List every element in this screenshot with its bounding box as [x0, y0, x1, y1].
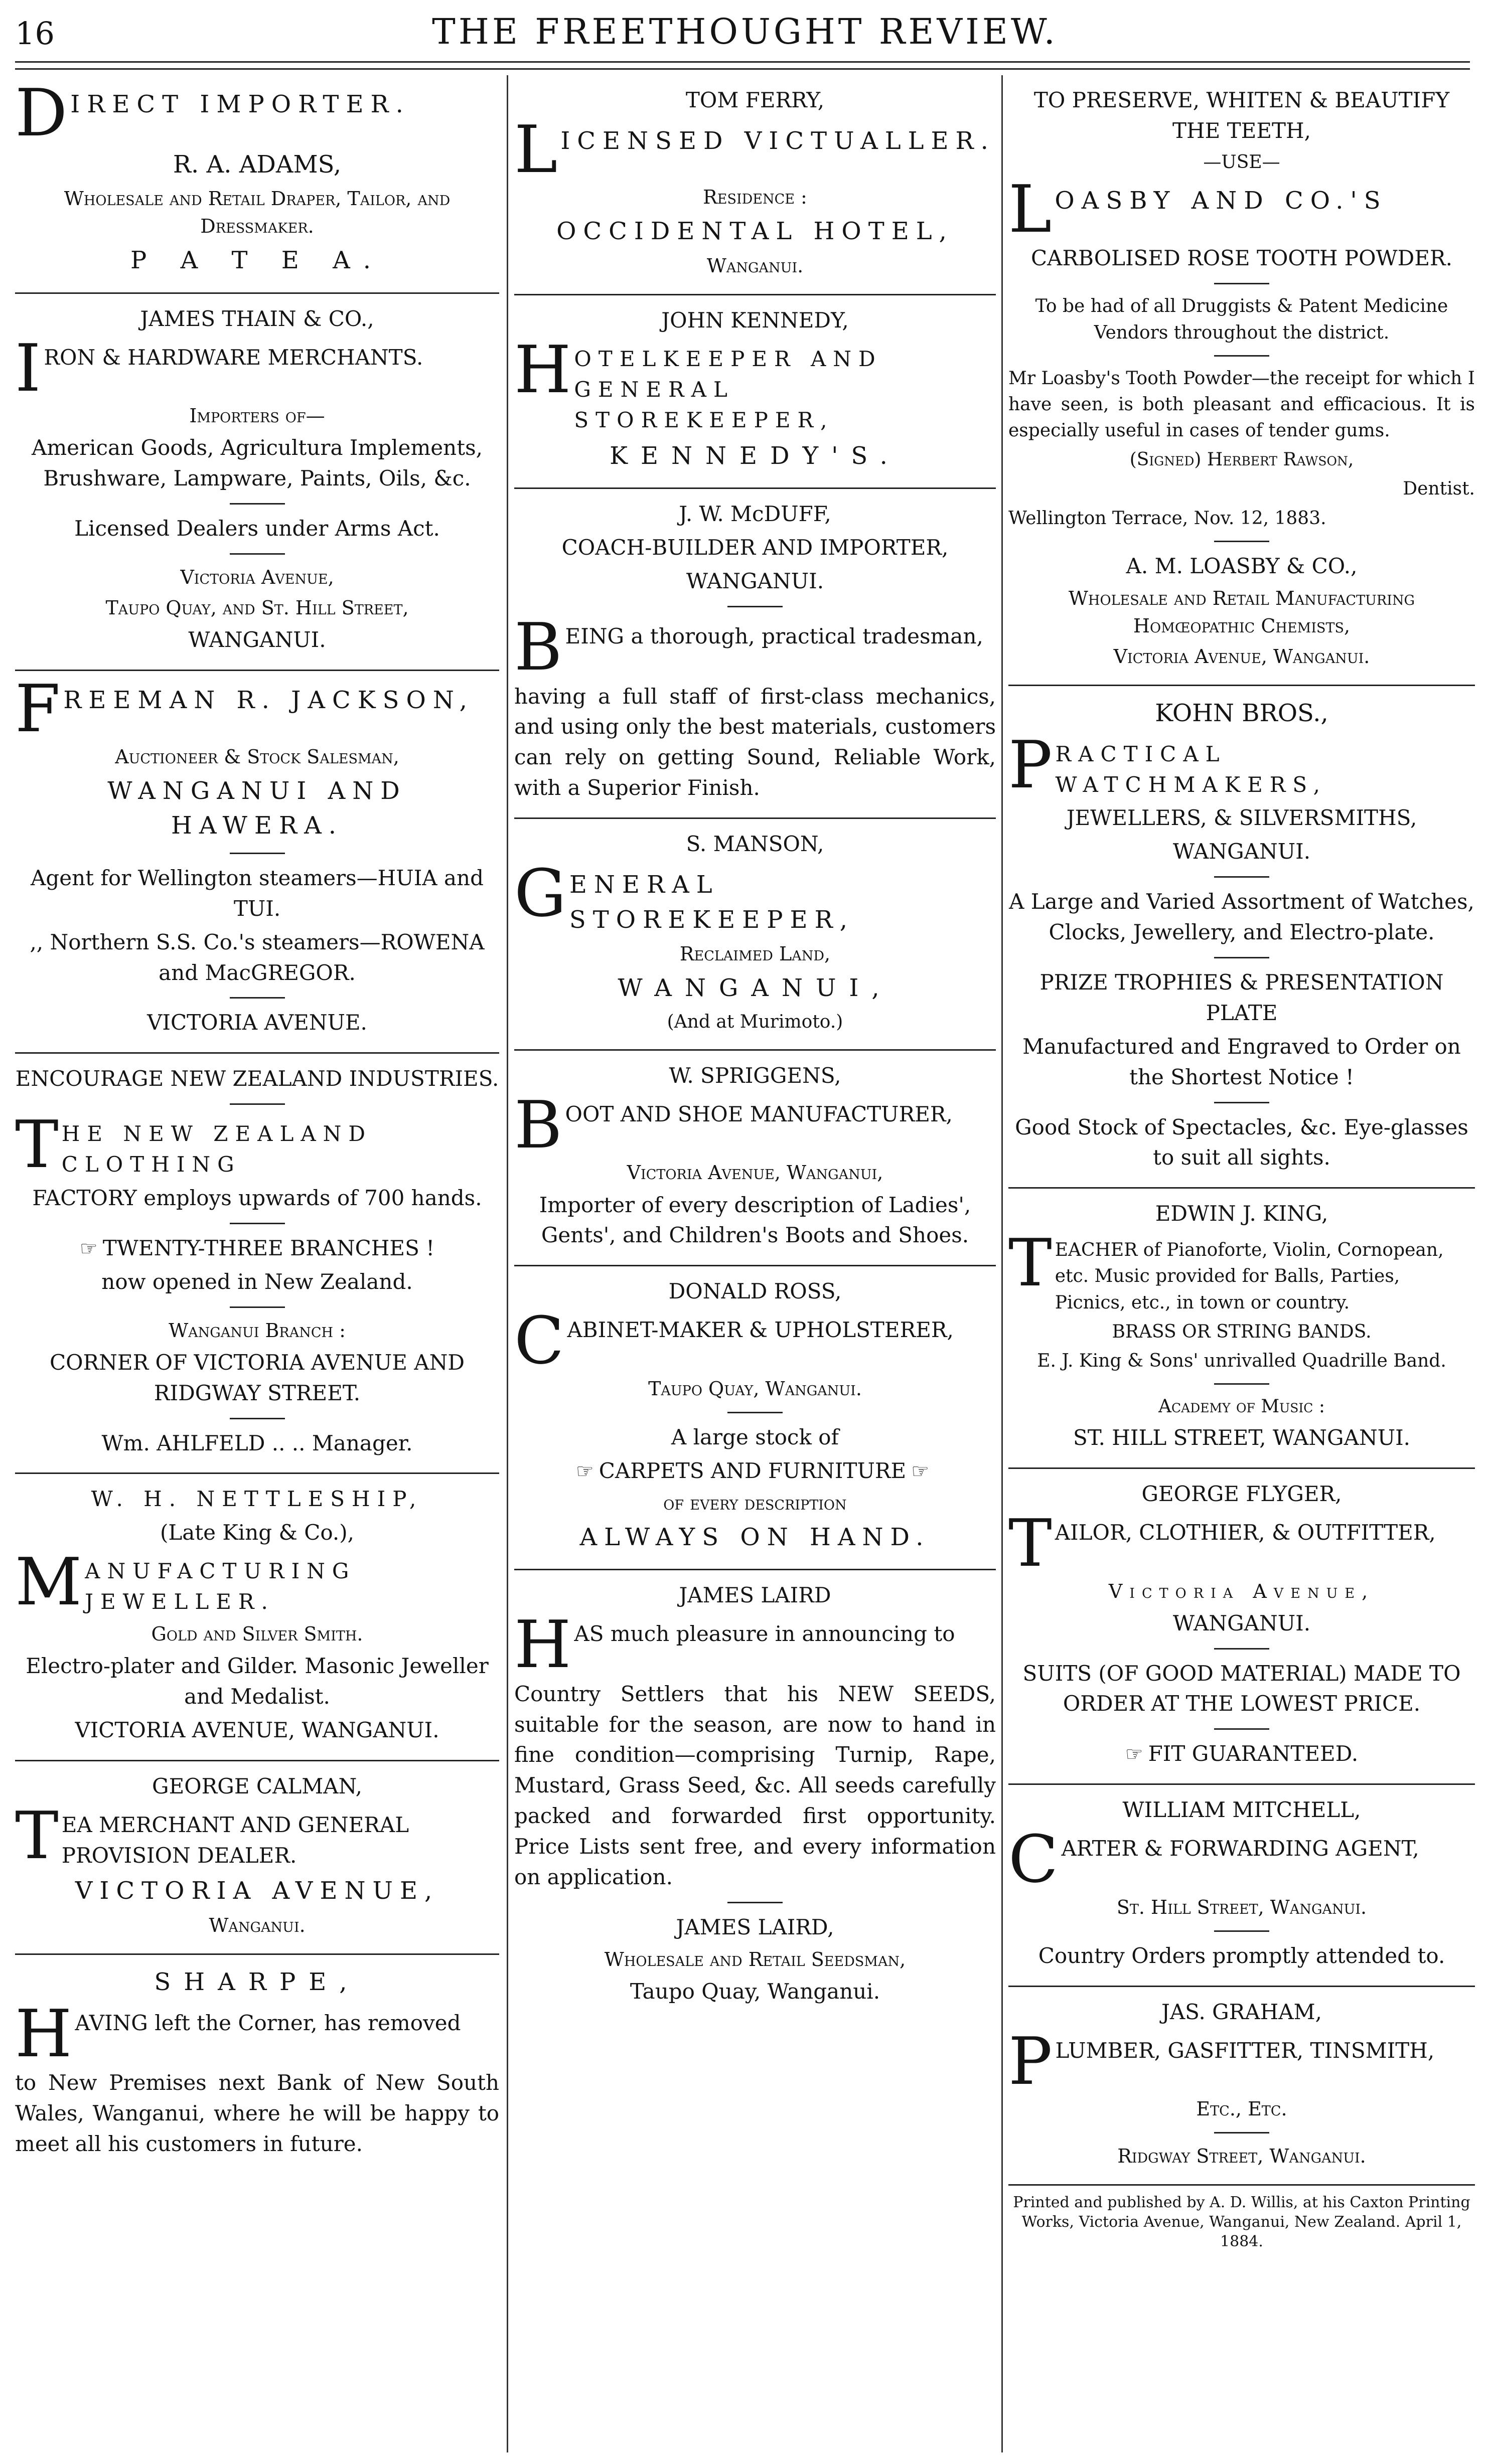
ad-mitchell: WILLIAM MITCHELL, C ARTER & FORWARDING AGENT, St. Hill Street, Wanganui. Country Orders promptly attended to.: [1008, 1785, 1475, 1987]
ad-flyger: GEORGE FLYGER, T AILOR, CLOTHIER, & OUTFITTER, Victoria Avenue, WANGANUI. SUITS (OF GOOD MATERIAL) MADE TO ORDER AT THE LOWEST PRICE. ☞ FIT GUARANTEED.: [1008, 1469, 1475, 1785]
pointing-hand-icon: ☞: [1125, 1743, 1143, 1766]
column-3: [1008, 75, 1475, 2452]
printer-imprint: Printed and published by A. D. Willis, at his Caxton Printing Works, Victoria Avenue, Wanganui, New Zealand. April 1, 1884.: [1013, 2194, 1470, 2251]
header-rule: [15, 61, 1470, 63]
column-divider: [507, 75, 508, 2452]
ad-loasby: TO PRESERVE, WHITEN & BEAUTIFY THE TEETH, —USE— L OASBY AND CO.'S CARBOLISED ROSE TOOTH POWDER. To be had of all Druggists & Patent Medicine Vendors throughout the district. Mr Loasby's Tooth Powder—the receipt for which I have seen, is both pleasant and efficacious. It is especially useful in cases of tender gums. (Signed) Herbert Rawson, Dentist. Wellington Terrace, Nov. 12, 1883. A. M. LOASBY & CO., Wholesale and Retail Manufacturing Homœopathic Chemists, Victoria Avenue, Wanganui.: [1008, 75, 1475, 686]
ad-thain: JAMES THAIN & CO., I RON & HARDWARE MERCHANTS. Importers of— American Goods, Agricultura Implements, Brushware, Lampware, Paints, Oils, &c. Licensed Dealers under Arms Act. Victoria Avenue, Taupo Quay, and St. Hill Street, WANGANUI.: [15, 294, 499, 671]
ad-sharpe: SHARPE, H AVING left the Corner, has removed to New Premises next Bank of New South Wales, Wanganui, where he will be happy to meet all his customers in future.: [15, 1968, 499, 2157]
ad-manson: S. MANSON, G ENERAL STOREKEEPER, Reclaimed Land, WANGANUI, (And at Murimoto.): [514, 819, 996, 1051]
ad-clothing-factory: ENCOURAGE NEW ZEALAND INDUSTRIES. T HE NEW ZEALAND CLOTHING FACTORY employs upwards of 700 hands. ☞ TWENTY-THREE BRANCHES ! now opened in New Zealand. Wanganui Branch : CORNER OF VICTORIA AVENUE AND RIDGWAY STREET. Wm. AHLFELD .. .. Manager.: [15, 1054, 499, 1474]
page-title: THE FREETHOUGHT REVIEW.: [432, 11, 1058, 52]
ad-graham: JAS. GRAHAM, P LUMBER, GASFITTER, TINSMITH, Etc., Etc. Ridgway Street, Wanganui.: [1008, 1987, 1475, 2186]
column-1: [15, 75, 499, 2452]
ad-ross: DONALD ROSS, C ABINET-MAKER & UPHOLSTERER, Taupo Quay, Wanganui. A large stock of ☞ CARPETS AND FURNITURE ☞ of every description ALWAYS ON HAND.: [514, 1266, 996, 1570]
header-rule-2: [15, 68, 1470, 70]
pointing-hand-icon: ☞: [575, 1459, 594, 1483]
page-number: 16: [15, 15, 55, 52]
pointing-hand-icon: ☞: [911, 1459, 930, 1483]
ad-kohn: KOHN BROS., P RACTICAL WATCHMAKERS, JEWELLERS, & SILVERSMITHS, WANGANUI. A Large and Varied Assortment of Watches, Clocks, Jewellery, and Electro-plate. PRIZE TROPHIES & PRESENTATION PLATE Manufactured and Engraved to Order on the Shortest Notice ! Good Stock of Spectacles, &c. Eye-glasses to suit all sights.: [1008, 686, 1475, 1189]
ad-calman: GEORGE CALMAN, T EA MERCHANT AND GENERAL PROVISION DEALER. VICTORIA AVENUE, Wanganui.: [15, 1761, 499, 1955]
page-header: [0, 0, 1490, 55]
ad-kennedy: JOHN KENNEDY, H OTELKEEPER AND GENERAL STOREKEEPER, KENNEDY'S.: [514, 295, 996, 489]
column-divider: [1001, 75, 1003, 2452]
ad-ferry: TOM FERRY, L ICENSED VICTUALLER. Residence : OCCIDENTAL HOTEL, Wanganui.: [514, 75, 996, 295]
ad-mcduff: J. W. McDUFF, COACH-BUILDER AND IMPORTER, WANGANUI. B EING a thorough, practical tradesman, having a full staff of first-class mechanics, and using only the best materials, customers can rely on getting Sound, Reliable Work, with a Superior Finish.: [514, 489, 996, 819]
ad-spriggens: W. SPRIGGENS, B OOT AND SHOE MANUFACTURER, Victoria Avenue, Wanganui, Importer of every description of Ladies', Gents', and Children's Boots and Shoes.: [514, 1051, 996, 1266]
column-2: [514, 75, 996, 2452]
pointing-hand-icon: ☞: [79, 1237, 98, 1260]
ad-king: EDWIN J. KING, T EACHER of Pianoforte, Violin, Cornopean, etc. Music provided for Balls, Parties, Picnics, etc., in town or country. BRASS OR STRING BANDS. E. J. King & Sons' unrivalled Quadrille Band. Academy of Music : ST. HILL STREET, WANGANUI.: [1008, 1189, 1475, 1469]
ad-adams: D IRECT IMPORTER. R. A. ADAMS, Wholesale and Retail Draper, Tailor, and Dressmaker. P A T E A.: [15, 75, 499, 294]
ad-jackson: F REEMAN R. JACKSON, Auctioneer & Stock Salesman, WANGANUI AND HAWERA. Agent for Wellington steamers—HUIA and TUI. ,, Northern S.S. Co.'s steamers—ROWENA and MacGREGOR. VICTORIA AVENUE.: [15, 671, 499, 1054]
ad-laird: JAMES LAIRD H AS much pleasure in announcing to Country Settlers that his NEW SEEDS, suitable for the season, are now to hand in fine condition—comprising Turnip, Rape, Mustard, Grass Seed, &c. All seeds carefully packed and forwarded first opportunity. Price Lists sent free, and every information on application. JAMES LAIRD, Wholesale and Retail Seedsman, Taupo Quay, Wanganui.: [514, 1583, 996, 2004]
ad-nettleship: W. H. NETTLESHIP, (Late King & Co.), M ANUFACTURING JEWELLER. Gold and Silver Smith. Electro-plater and Gilder. Masonic Jeweller and Medalist. VICTORIA AVENUE, WANGANUI.: [15, 1474, 499, 1761]
